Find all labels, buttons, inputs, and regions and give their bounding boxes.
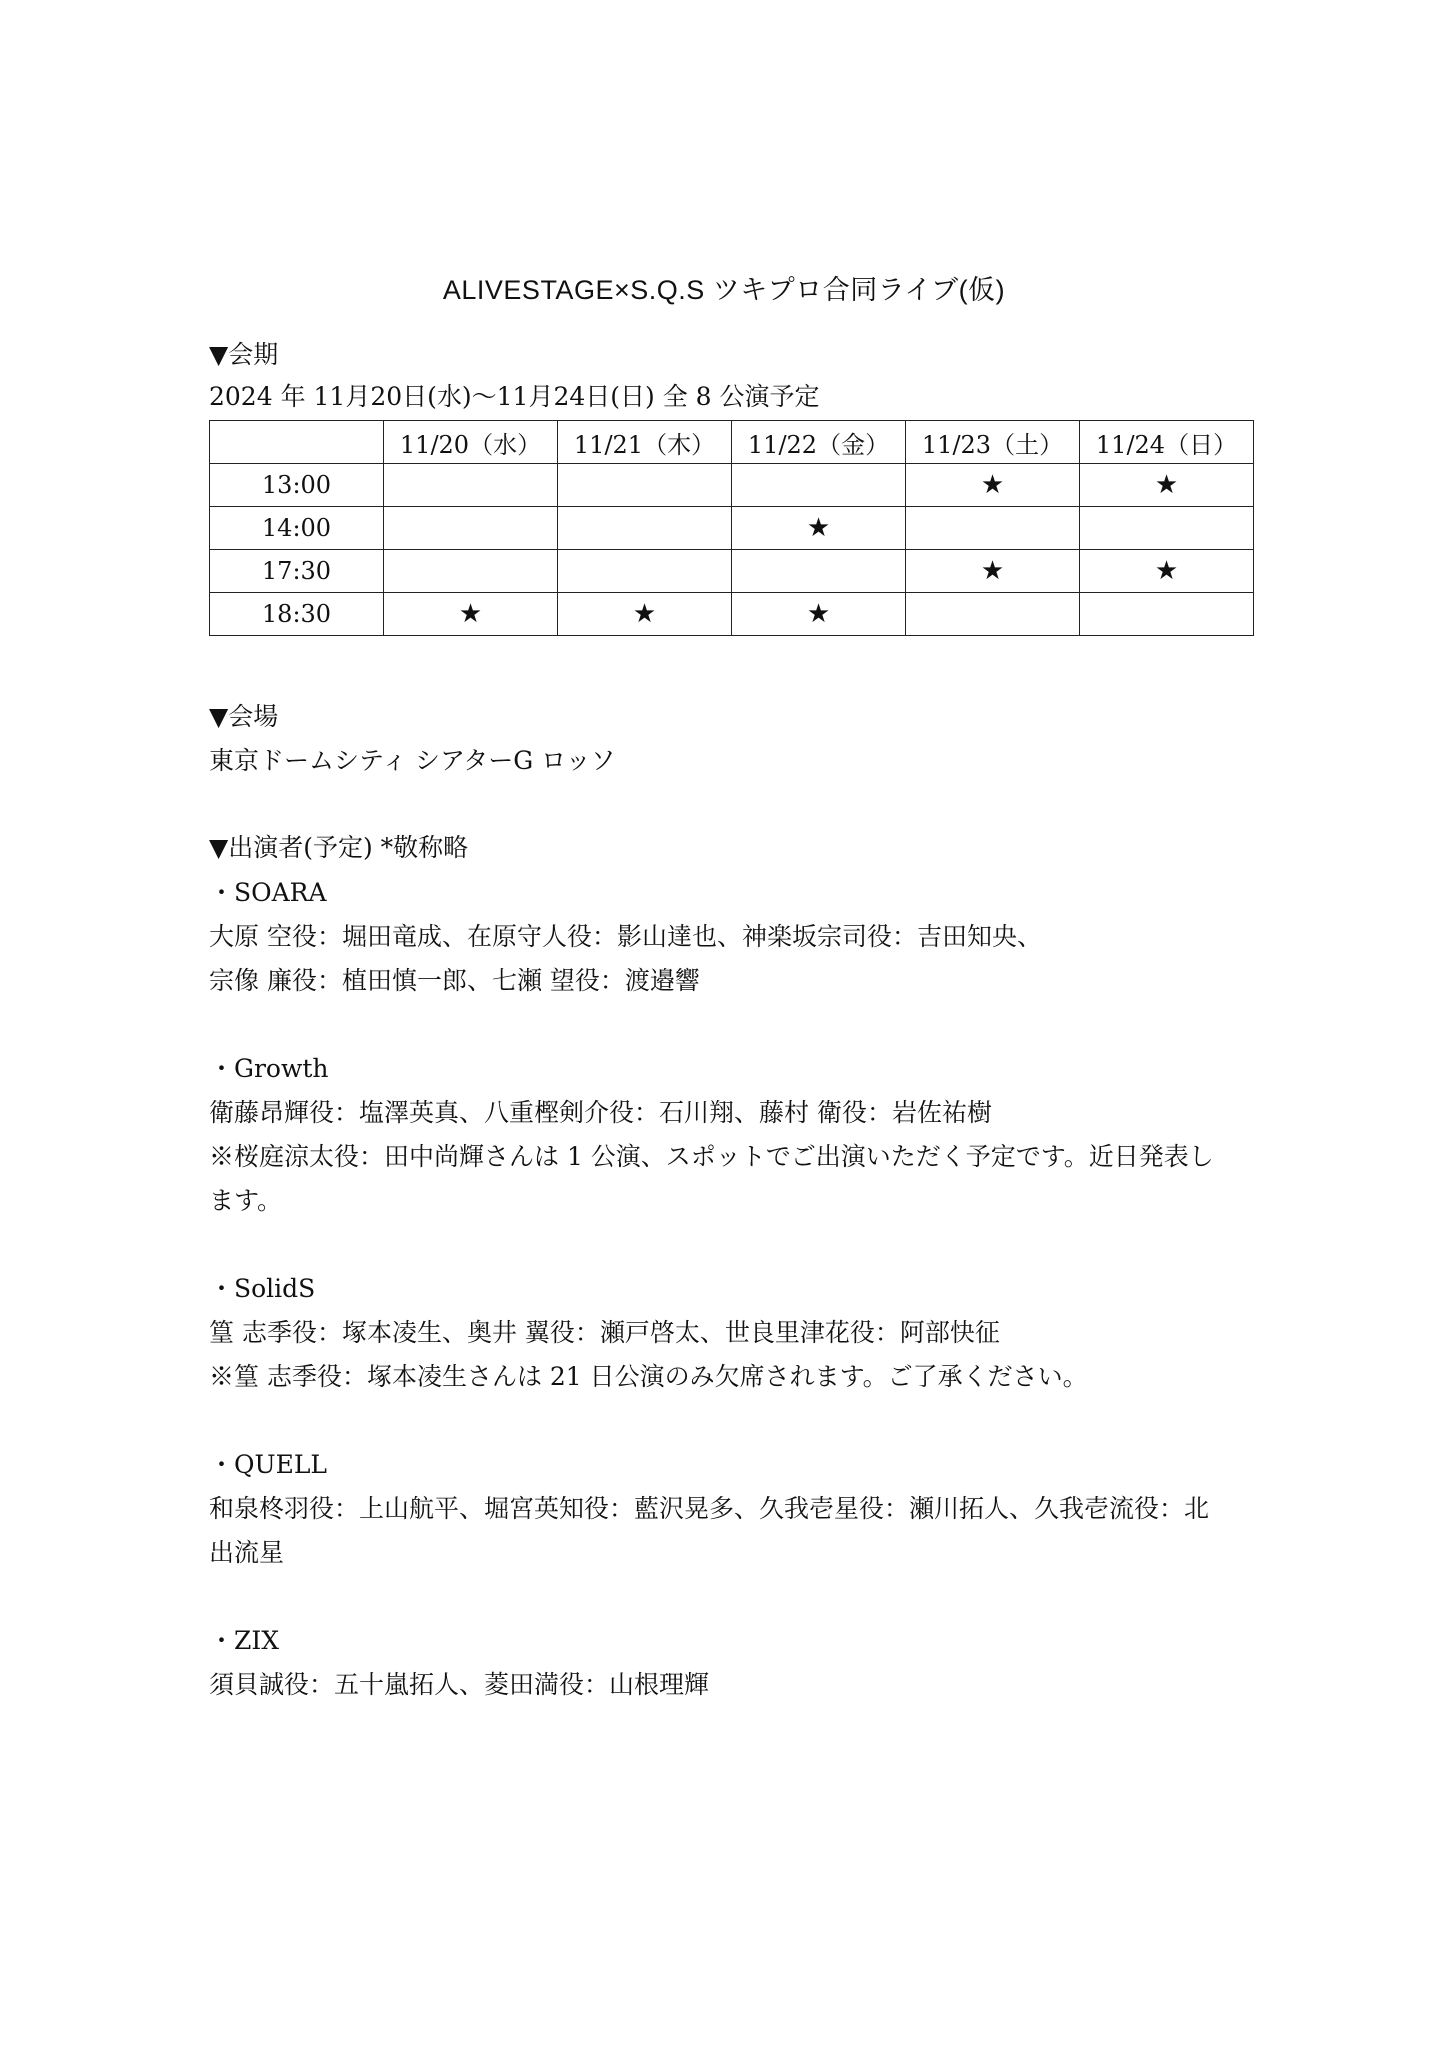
time-cell: 18:30 bbox=[210, 593, 384, 636]
table-row bbox=[210, 507, 1254, 550]
performance-mark bbox=[558, 507, 732, 550]
cast-line: 和泉柊羽役：上山航平、堀宮英知役：藍沢晃多、久我壱星役：瀬川拓人、久我壱流役：北 bbox=[209, 1494, 1210, 1523]
performance-mark bbox=[906, 507, 1080, 550]
performance-mark: ★ bbox=[906, 550, 1080, 593]
performance-mark bbox=[1080, 507, 1254, 550]
time-cell: 17:30 bbox=[210, 550, 384, 593]
cast-line: 宗像 廉役：植田慎一郎、七瀬 望役：渡邉響 bbox=[209, 966, 700, 995]
period-heading: ▼会期 bbox=[209, 340, 279, 369]
performance-mark: ★ bbox=[1080, 464, 1254, 507]
performance-mark: ★ bbox=[558, 593, 732, 636]
group-name-solids: ・SolidS bbox=[209, 1274, 316, 1303]
cast-note: ※桜庭涼太役：田中尚輝さんは 1 公演、スポットでご出演いただく予定です。近日発表し bbox=[209, 1142, 1214, 1171]
time-cell: 14:00 bbox=[210, 507, 384, 550]
table-header-cell: 11/21（木） bbox=[558, 421, 732, 464]
performance-mark bbox=[732, 464, 906, 507]
group-name-quell: ・QUELL bbox=[209, 1450, 328, 1479]
table-header-cell: 11/23（土） bbox=[906, 421, 1080, 464]
performance-mark bbox=[1080, 593, 1254, 636]
period-dates: 2024 年 11月20日(水)〜11月24日(日) 全 8 公演予定 bbox=[209, 382, 820, 411]
venue-name: 東京ドームシティ シアターG ロッソ bbox=[209, 746, 616, 775]
cast-line: 衛藤昂輝役：塩澤英真、八重樫剣介役：石川翔、藤村 衛役：岩佐祐樹 bbox=[209, 1098, 992, 1127]
cast-note: ます。 bbox=[209, 1186, 283, 1215]
time-cell: 13:00 bbox=[210, 464, 384, 507]
performance-mark bbox=[384, 464, 558, 507]
group-name-growth: ・Growth bbox=[209, 1054, 329, 1083]
performance-mark: ★ bbox=[1080, 550, 1254, 593]
performance-mark bbox=[732, 550, 906, 593]
performance-mark: ★ bbox=[732, 593, 906, 636]
performance-schedule-table bbox=[209, 420, 1254, 636]
document-title: ALIVESTAGE×S.Q.S ツキプロ合同ライブ(仮) bbox=[442, 275, 1006, 305]
cast-note: ※篁 志季役：塚本凌生さんは 21 日公演のみ欠席されます。ご了承ください。 bbox=[209, 1362, 1088, 1391]
venue-heading: ▼会場 bbox=[209, 702, 279, 731]
group-name-zix: ・ZIX bbox=[209, 1626, 280, 1655]
table-header-cell bbox=[210, 421, 384, 464]
performance-mark bbox=[906, 593, 1080, 636]
performance-mark: ★ bbox=[732, 507, 906, 550]
cast-line: 出流星 bbox=[209, 1538, 285, 1567]
cast-heading: ▼出演者(予定) *敬称略 bbox=[209, 833, 469, 862]
group-name-soara: ・SOARA bbox=[209, 878, 327, 907]
table-header-cell: 11/22（金） bbox=[732, 421, 906, 464]
table-header-cell: 11/20（水） bbox=[384, 421, 558, 464]
performance-mark: ★ bbox=[906, 464, 1080, 507]
table-header-row bbox=[210, 421, 1254, 464]
performance-mark bbox=[558, 550, 732, 593]
cast-line: 須貝誠役：五十嵐拓人、菱田満役：山根理輝 bbox=[209, 1670, 710, 1699]
table-row bbox=[210, 593, 1254, 636]
performance-mark: ★ bbox=[384, 593, 558, 636]
table-row bbox=[210, 550, 1254, 593]
table-header-cell: 11/24（日） bbox=[1080, 421, 1254, 464]
performance-mark bbox=[384, 507, 558, 550]
cast-line: 大原 空役：堀田竜成、在原守人役：影山達也、神楽坂宗司役：吉田知央、 bbox=[209, 922, 1042, 951]
cast-line: 篁 志季役：塚本凌生、奥井 翼役：瀬戸啓太、世良里津花役：阿部快征 bbox=[209, 1318, 1000, 1347]
performance-mark bbox=[384, 550, 558, 593]
table-row bbox=[210, 464, 1254, 507]
performance-mark bbox=[558, 464, 732, 507]
